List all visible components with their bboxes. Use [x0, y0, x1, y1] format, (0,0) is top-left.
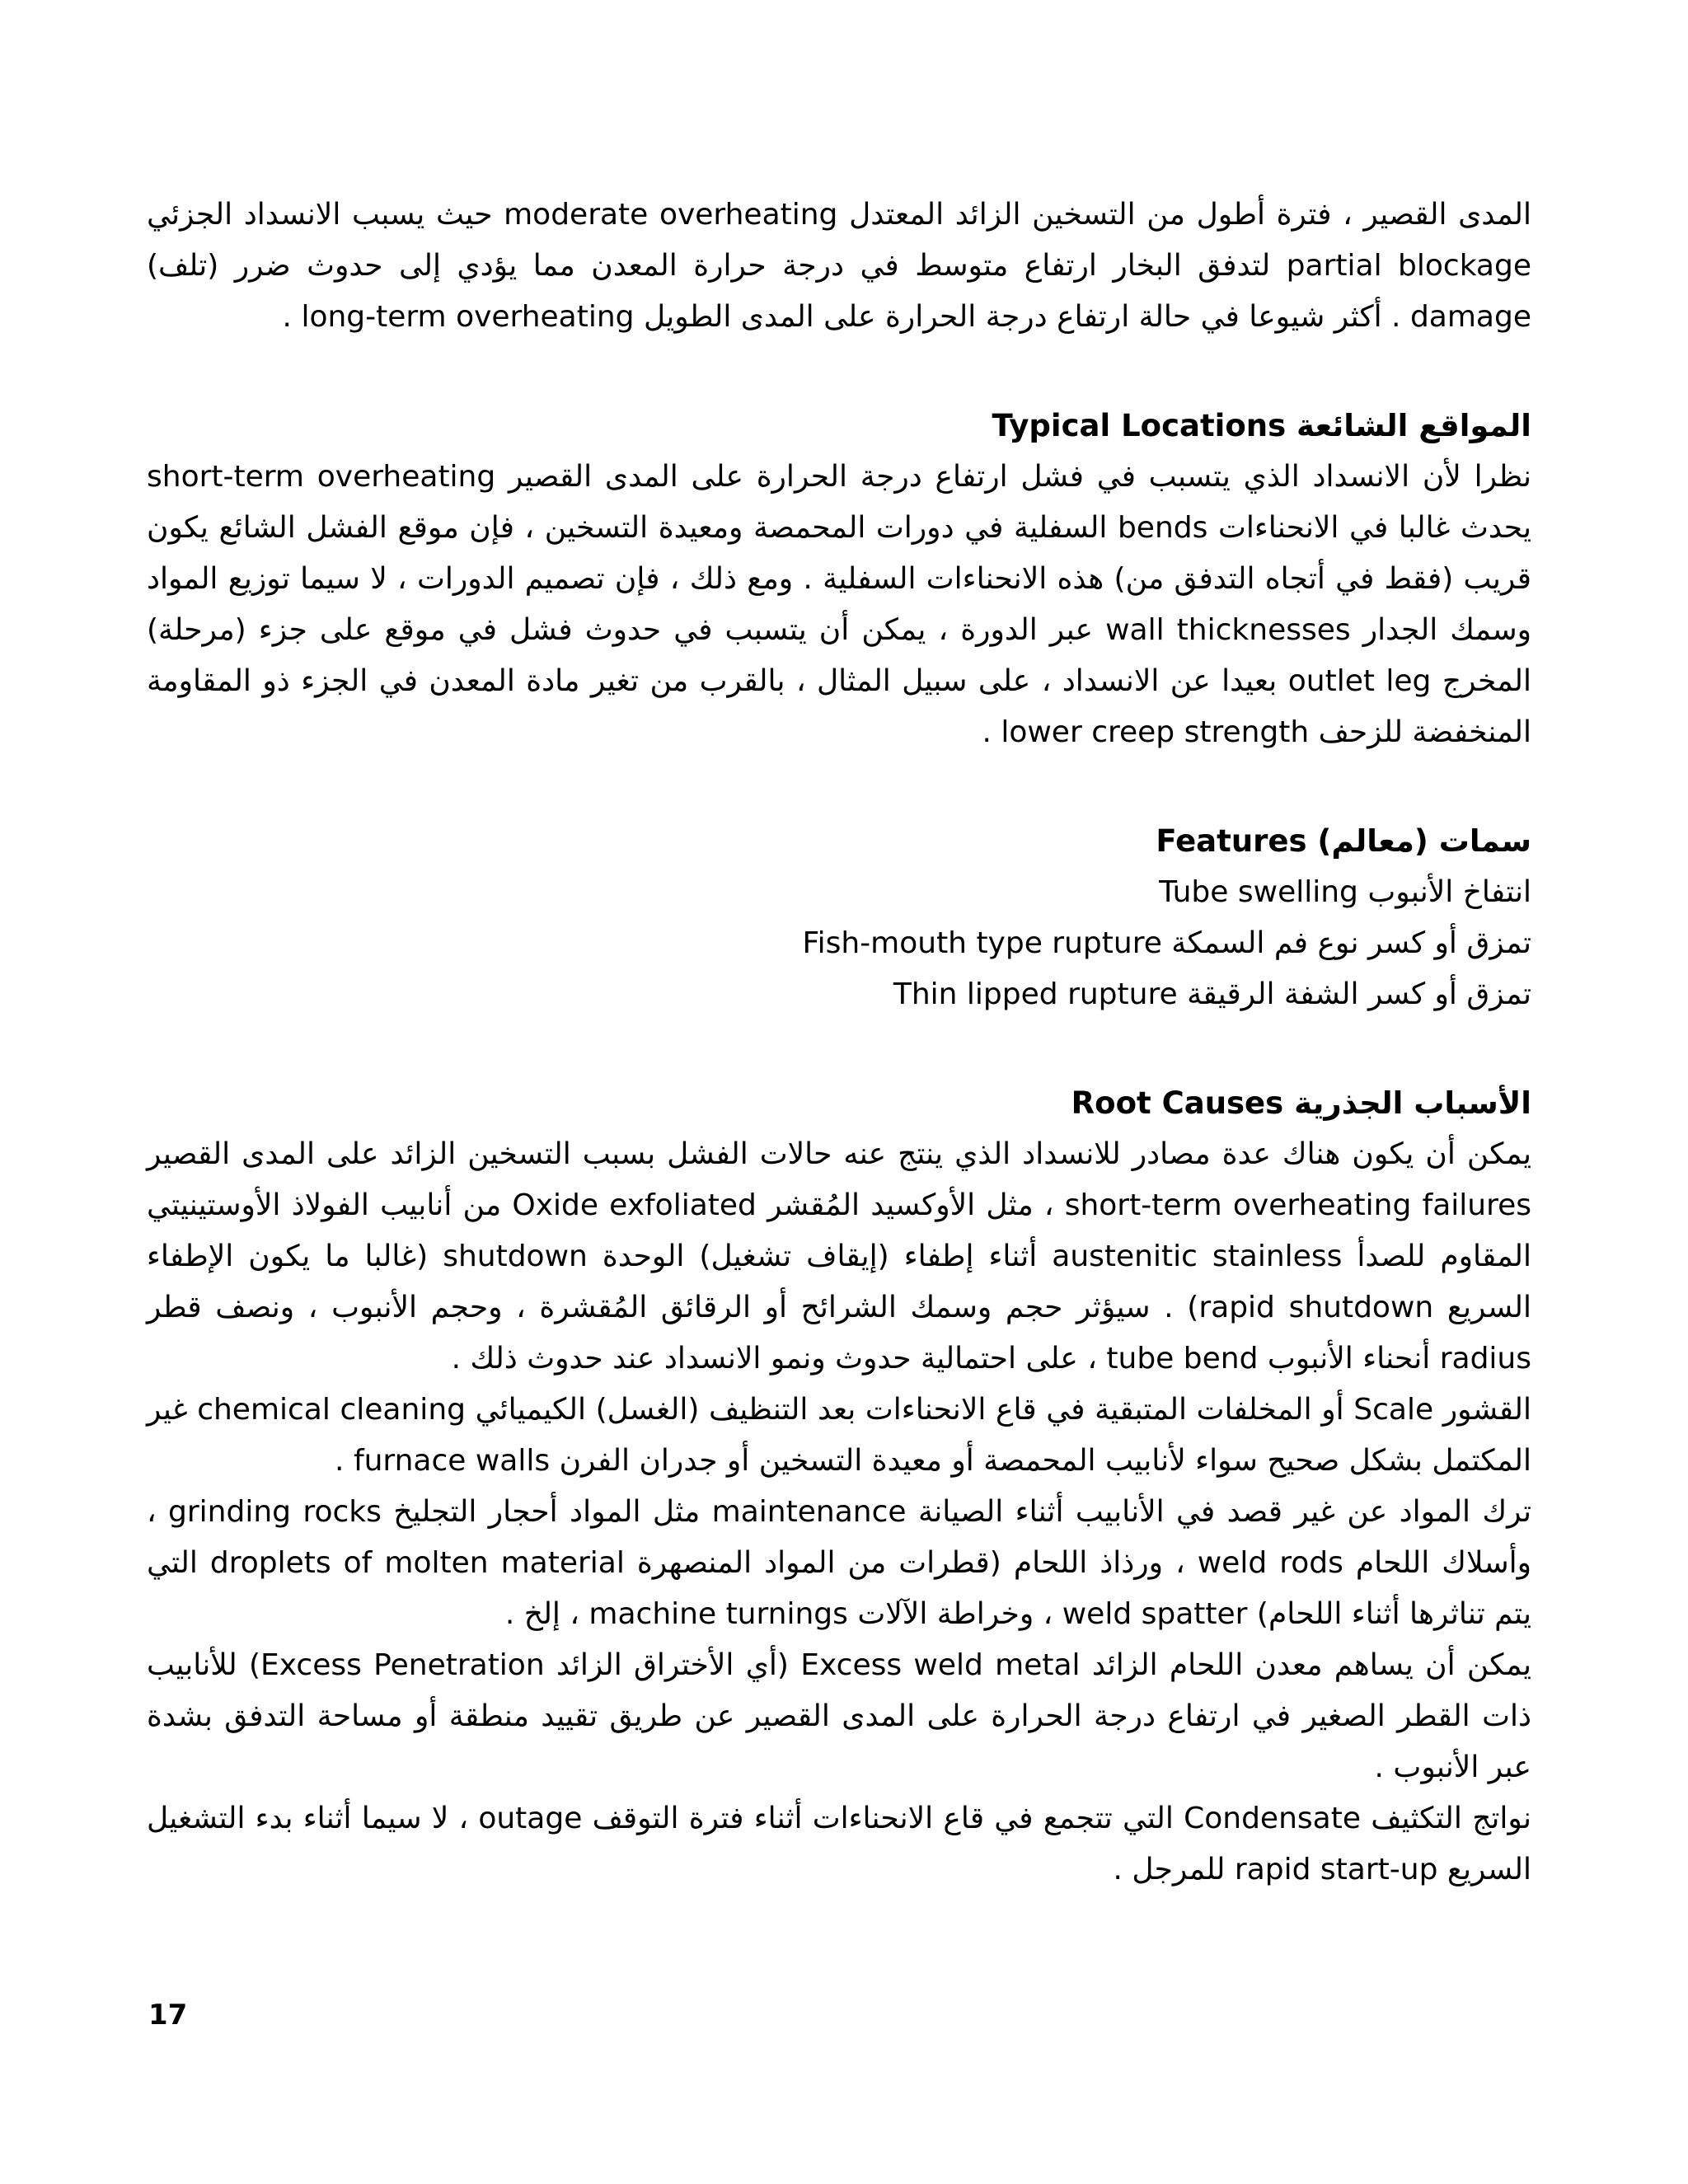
- typical-locations-body: نظرا لأن الانسداد الذي يتسبب في فشل ارتفاع درجة الحرارة على المدى القصير short-term overheating يحدث غالبا في الانحناءات bends السفلية في دورات المحمصة ومعيدة التسخين ، فإن موقع الفشل الشائع يكون قريب (فقط في أتجاه التدفق من) هذه الانحناءات السفلية . ومع ذلك ، فإن تصميم الدورات ، لا سيما توزيع المواد وسمك الجدار wall thicknesses عبر الدورة ، يمكن أن يتسبب في حدوث فشل في موقع على جزء (مرحلة) المخرج outlet leg بعيدا عن الانسداد ، على سبيل المثال ، بالقرب من تغير مادة المعدن في الجزء ذو المقاومة المنخفضة للزحف lower creep strength .: [147, 460, 1531, 749]
- root-cause-paragraph: يمكن أن يكون هناك عدة مصادر للانسداد الذي ينتج عنه حالات الفشل بسبب التسخين الزائد على المدى القصير short-term overheating failures ، مثل الأوكسيد المُقشر Oxide exfoliated من أنابيب الفولاذ الأوستينيتي المقاوم للصدأ austenitic stainless أثناء إطفاء (إيقاف تشغيل) الوحدة shutdown (غالبا ما يكون الإطفاء السريع rapid shutdown) . سيؤثر حجم وسمك الشرائح أو الرقائق المُقشرة ، وحجم الأنبوب ، ونصف قطر radius أنحناء الأنبوب tube bend ، على احتمالية حدوث ونمو الانسداد عند حدوث ذلك .: [147, 1137, 1532, 1376]
- list-item: انتفاخ الأنبوب Tube swelling: [1159, 875, 1531, 909]
- list-item: تمزق أو كسر الشفة الرقيقة Thin lipped rupture: [893, 977, 1531, 1011]
- page-number: 17: [148, 1999, 188, 2032]
- root-cause-paragraph: يمكن أن يساهم معدن اللحام الزائد Excess weld metal (أي الأختراق الزائد Excess Penetration) للأنابيب ذات القطر الصغير في ارتفاع درجة الحرارة على المدى القصير عن طريق تقييد منطقة أو مساحة التدفق بشدة عبر الأنبوب .: [147, 1648, 1531, 1784]
- root-cause-paragraph: ترك المواد عن غير قصد في الأنابيب أثناء الصيانة maintenance مثل المواد أحجار التجليخ grinding rocks ، وأسلاك اللحام weld rods ، ورذاذ اللحام (قطرات من المواد المنصهرة droplets of molten material التي يتم تناثرها أثناء اللحام) weld spatter ، وخراطة الآلات machine turnings ، إلخ .: [147, 1495, 1532, 1631]
- features-heading: سمات (معالم) Features: [1156, 823, 1531, 859]
- root-causes-heading: الأسباب الجذرية Root Causes: [1071, 1085, 1531, 1121]
- root-causes-section: [147, 1078, 1531, 1896]
- features-section: [147, 816, 1531, 1020]
- document-body: [147, 190, 1531, 1896]
- root-causes-body: [147, 1129, 1531, 1896]
- typical-locations-heading: المواقع الشائعة Typical Locations: [992, 408, 1531, 443]
- root-cause-paragraph: القشور Scale أو المخلفات المتبقية في قاع الانحناءات بعد التنظيف (الغسل) الكيميائي chemical cleaning غير المكتمل بشكل صحيح سواء لأنابيب المحمصة أو معيدة التسخين أو جدران الفرن furnace walls .: [147, 1393, 1531, 1478]
- root-cause-paragraph: نواتج التكثيف Condensate التي تتجمع في قاع الانحناءات أثناء فترة التوقف outage ، لا سيما أثناء بدء التشغيل السريع rapid start-up للمرجل .: [147, 1802, 1531, 1886]
- typical-locations-section: [147, 401, 1531, 758]
- intro-paragraph: المدى القصير ، فترة أطول من التسخين الزائد المعتدل moderate overheating حيث يسبب الانسداد الجزئي partial blockage لتدفق البخار ارتفاع متوسط في درجة حرارة المعدن مما يؤدي إلى حدوث ضرر (تلف) damage . أكثر شيوعا في حالة ارتفاع درجة الحرارة على المدى الطويل long-term overheating .: [147, 198, 1531, 334]
- list-item: تمزق أو كسر نوع فم السمكة Fish-mouth type rupture: [802, 926, 1531, 960]
- features-list: [147, 867, 1531, 1020]
